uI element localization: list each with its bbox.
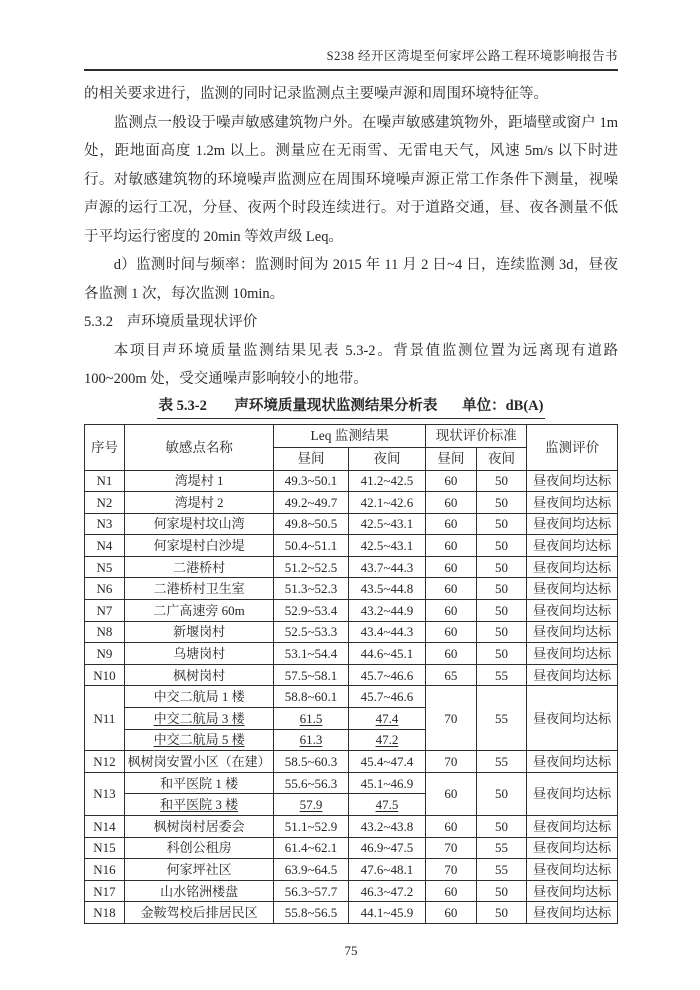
table-row-n8 [85,621,618,643]
section-number: 5.3.2 [84,314,113,330]
serial-cell: N13 [85,772,125,815]
serial-cell: N17 [85,880,125,902]
table-header-row-1 [85,424,618,447]
leq-night-cell: 44.1~45.9 [348,902,425,924]
table-row-n11 [85,686,618,708]
table-body [85,470,618,923]
col-header-point-name: 敏感点名称 [124,424,273,470]
std-night-cell: 55 [476,751,527,773]
leq-day-cell: 51.1~52.9 [274,816,349,838]
std-night-cell: 55 [476,837,527,859]
table-row-n10 [85,664,618,686]
evaluation-cell: 昼夜间均达标 [527,513,618,535]
serial-cell: N9 [85,643,125,665]
col-header-leq-day: 昼间 [274,447,349,470]
table-row-n14 [85,816,618,838]
leq-night-cell: 45.1~46.9 [348,772,425,794]
std-day-cell: 60 [426,816,477,838]
evaluation-cell: 昼夜间均达标 [527,772,618,815]
leq-day-cell: 52.5~53.3 [274,621,349,643]
point-name-cell: 枫树岗安置小区（在建） [124,751,273,773]
point-name-cell: 和平医院 3 楼 [124,794,273,816]
std-day-cell: 60 [426,556,477,578]
serial-cell: N2 [85,492,125,514]
std-night-cell: 50 [476,621,527,643]
leq-day-cell: 52.9~53.4 [274,600,349,622]
std-day-cell: 70 [426,837,477,859]
leq-day-cell: 51.3~52.3 [274,578,349,600]
paragraph-monitoring-time: d）监测时间与频率：监测时间为 2015 年 11 月 2 日~4 日，连续监测 3d，昼夜各监测 1 次，每次监测 10min。 [84,257,618,302]
noise-monitoring-table [84,424,618,924]
serial-cell: N5 [85,556,125,578]
leq-night-cell: 42.1~42.6 [348,492,425,514]
evaluation-cell: 昼夜间均达标 [527,837,618,859]
evaluation-cell: 昼夜间均达标 [527,751,618,773]
point-name-cell: 湾堤村 2 [124,492,273,514]
table-row-n2 [85,492,618,514]
leq-night-cell: 45.7~46.6 [348,686,425,708]
leq-day-cell: 58.8~60.1 [274,686,349,708]
leq-night-cell: 45.7~46.6 [348,664,425,686]
std-day-cell: 60 [426,492,477,514]
serial-cell: N18 [85,902,125,924]
evaluation-cell: 昼夜间均达标 [527,859,618,881]
leq-night-cell: 46.9~47.5 [348,837,425,859]
evaluation-cell: 昼夜间均达标 [527,492,618,514]
leq-night-cell: 44.6~45.1 [348,643,425,665]
leq-night-cell: 43.2~43.8 [348,816,425,838]
leq-day-cell: 51.2~52.5 [274,556,349,578]
point-name-cell: 乌塘岗村 [124,643,273,665]
evaluation-cell: 昼夜间均达标 [527,664,618,686]
std-day-cell: 60 [426,772,477,815]
std-night-cell: 55 [476,686,527,751]
serial-cell: N14 [85,816,125,838]
std-day-cell: 60 [426,643,477,665]
std-day-cell: 70 [426,859,477,881]
table-row-n6 [85,578,618,600]
std-night-cell: 50 [476,600,527,622]
serial-cell: N12 [85,751,125,773]
leq-day-cell: 61.4~62.1 [274,837,349,859]
point-name-cell: 中交二航局 3 楼 [124,708,273,730]
table-row-n12 [85,751,618,773]
leq-night-cell: 47.4 [348,708,425,730]
table-unit: 单位：dB(A) [462,397,544,414]
paragraph-monitoring-points: 监测点一般设于噪声敏感建筑物户外。在噪声敏感建筑物外，距墙壁或窗户 1m 处，距地面高度 1.2m 以上。测量应在无雨雪、无雷电天气，风速 5m/s 以下时进行。对敏感建筑物的环境噪声监测应在周围环境噪声源正常工作条件下测量，视噪声源的运行工况，分昼、夜两个时段连续进行。对于道路交通，昼、夜各测量不低于平均运行密度的 20min 等效声级 Leq。 [84,114,618,245]
leq-day-cell: 49.3~50.1 [274,470,349,492]
serial-cell: N11 [85,686,125,751]
leq-day-cell: 57.9 [274,794,349,816]
std-day-cell: 70 [426,686,477,751]
leq-night-cell: 43.7~44.3 [348,556,425,578]
leq-day-cell: 55.8~56.5 [274,902,349,924]
table-row-n13 [85,772,618,794]
std-night-cell: 50 [476,535,527,557]
table-label: 表 5.3-2 [158,397,207,414]
table-title [84,395,618,419]
table-row-n17 [85,880,618,902]
std-day-cell: 60 [426,535,477,557]
std-night-cell: 50 [476,513,527,535]
evaluation-cell: 昼夜间均达标 [527,600,618,622]
leq-day-cell: 57.5~58.1 [274,664,349,686]
serial-cell: N8 [85,621,125,643]
leq-night-cell: 47.5 [348,794,425,816]
std-day-cell: 60 [426,902,477,924]
std-day-cell: 60 [426,470,477,492]
col-header-leq-group: Leq 监测结果 [274,424,426,447]
std-day-cell: 60 [426,880,477,902]
leq-day-cell: 49.2~49.7 [274,492,349,514]
point-name-cell: 二港桥村 [124,556,273,578]
leq-day-cell: 50.4~51.1 [274,535,349,557]
table-row-n4 [85,535,618,557]
leq-night-cell: 43.5~44.8 [348,578,425,600]
std-night-cell: 50 [476,578,527,600]
evaluation-cell: 昼夜间均达标 [527,643,618,665]
leq-night-cell: 43.4~44.3 [348,621,425,643]
point-name-cell: 枫树岗村居委会 [124,816,273,838]
table-row-n5 [85,556,618,578]
std-night-cell: 55 [476,859,527,881]
page-number: 75 [344,942,358,958]
serial-cell: N15 [85,837,125,859]
std-day-cell: 60 [426,513,477,535]
point-name-cell: 科创公租房 [124,837,273,859]
leq-night-cell: 42.5~43.1 [348,513,425,535]
std-night-cell: 50 [476,880,527,902]
table-row-n18 [85,902,618,924]
leq-night-cell: 46.3~47.2 [348,880,425,902]
col-header-std-night: 夜间 [476,447,527,470]
point-name-cell: 枫树岗村 [124,664,273,686]
std-day-cell: 60 [426,600,477,622]
col-header-serial: 序号 [85,424,125,470]
point-name-cell: 何家坪社区 [124,859,273,881]
table-row-n9 [85,643,618,665]
leq-day-cell: 49.8~50.5 [274,513,349,535]
table-row-n1 [85,470,618,492]
std-night-cell: 50 [476,492,527,514]
page-header [84,48,618,71]
leq-night-cell: 45.4~47.4 [348,751,425,773]
point-name-cell: 山水铭洲楼盘 [124,880,273,902]
col-header-std-group: 现状评价标准 [426,424,527,447]
serial-cell: N4 [85,535,125,557]
evaluation-cell: 昼夜间均达标 [527,816,618,838]
leq-day-cell: 55.6~56.3 [274,772,349,794]
col-header-std-day: 昼间 [426,447,477,470]
section-heading [84,308,618,337]
std-day-cell: 70 [426,751,477,773]
table-row-n7 [85,600,618,622]
point-name-cell: 二港桥村卫生室 [124,578,273,600]
col-header-leq-night: 夜间 [348,447,425,470]
leq-day-cell: 58.5~60.3 [274,751,349,773]
leq-day-cell: 56.3~57.7 [274,880,349,902]
std-day-cell: 60 [426,621,477,643]
col-header-evaluation: 监测评价 [527,424,618,470]
std-day-cell: 65 [426,664,477,686]
leq-day-cell: 53.1~54.4 [274,643,349,665]
paragraph-results-intro: 本项目声环境质量监测结果见表 5.3-2。背景值监测位置为远离现有道路 100~200m 处，受交通噪声影响较小的地带。 [84,342,618,387]
std-night-cell: 50 [476,470,527,492]
evaluation-cell: 昼夜间均达标 [527,880,618,902]
point-name-cell: 二广高速旁 60m [124,600,273,622]
paragraph-continuation: 的相关要求进行，监测的同时记录监测点主要噪声源和周围环境特征等。 [84,86,548,102]
std-night-cell: 50 [476,556,527,578]
point-name-cell: 湾堤村 1 [124,470,273,492]
leq-night-cell: 43.2~44.9 [348,600,425,622]
table-row-n16 [85,859,618,881]
evaluation-cell: 昼夜间均达标 [527,470,618,492]
leq-day-cell: 63.9~64.5 [274,859,349,881]
point-name-cell: 新堰岗村 [124,621,273,643]
std-night-cell: 50 [476,816,527,838]
std-night-cell: 55 [476,664,527,686]
leq-night-cell: 41.2~42.5 [348,470,425,492]
header-title: S238 经开区湾堤至何家坪公路工程环境影响报告书 [326,49,618,63]
point-name-cell: 何家堤村白沙堤 [124,535,273,557]
evaluation-cell: 昼夜间均达标 [527,686,618,751]
leq-night-cell: 47.6~48.1 [348,859,425,881]
serial-cell: N7 [85,600,125,622]
std-night-cell: 50 [476,772,527,815]
std-night-cell: 50 [476,643,527,665]
serial-cell: N3 [85,513,125,535]
table-row-n15 [85,837,618,859]
point-name-cell: 中交二航局 5 楼 [124,729,273,751]
evaluation-cell: 昼夜间均达标 [527,902,618,924]
leq-day-cell: 61.5 [274,708,349,730]
evaluation-cell: 昼夜间均达标 [527,535,618,557]
table-row-n3 [85,513,618,535]
serial-cell: N1 [85,470,125,492]
section-title: 声环境质量现状评价 [126,314,258,330]
evaluation-cell: 昼夜间均达标 [527,621,618,643]
point-name-cell: 何家堤村坟山湾 [124,513,273,535]
evaluation-cell: 昼夜间均达标 [527,556,618,578]
serial-cell: N6 [85,578,125,600]
serial-cell: N10 [85,664,125,686]
leq-night-cell: 42.5~43.1 [348,535,425,557]
point-name-cell: 金鞍驾校后排居民区 [124,902,273,924]
leq-day-cell: 61.3 [274,729,349,751]
point-name-cell: 和平医院 1 楼 [124,772,273,794]
evaluation-cell: 昼夜间均达标 [527,578,618,600]
std-night-cell: 50 [476,902,527,924]
leq-night-cell: 47.2 [348,729,425,751]
table-name: 声环境质量现状监测结果分析表 [234,397,438,414]
point-name-cell: 中交二航局 1 楼 [124,686,273,708]
serial-cell: N16 [85,859,125,881]
std-day-cell: 60 [426,578,477,600]
